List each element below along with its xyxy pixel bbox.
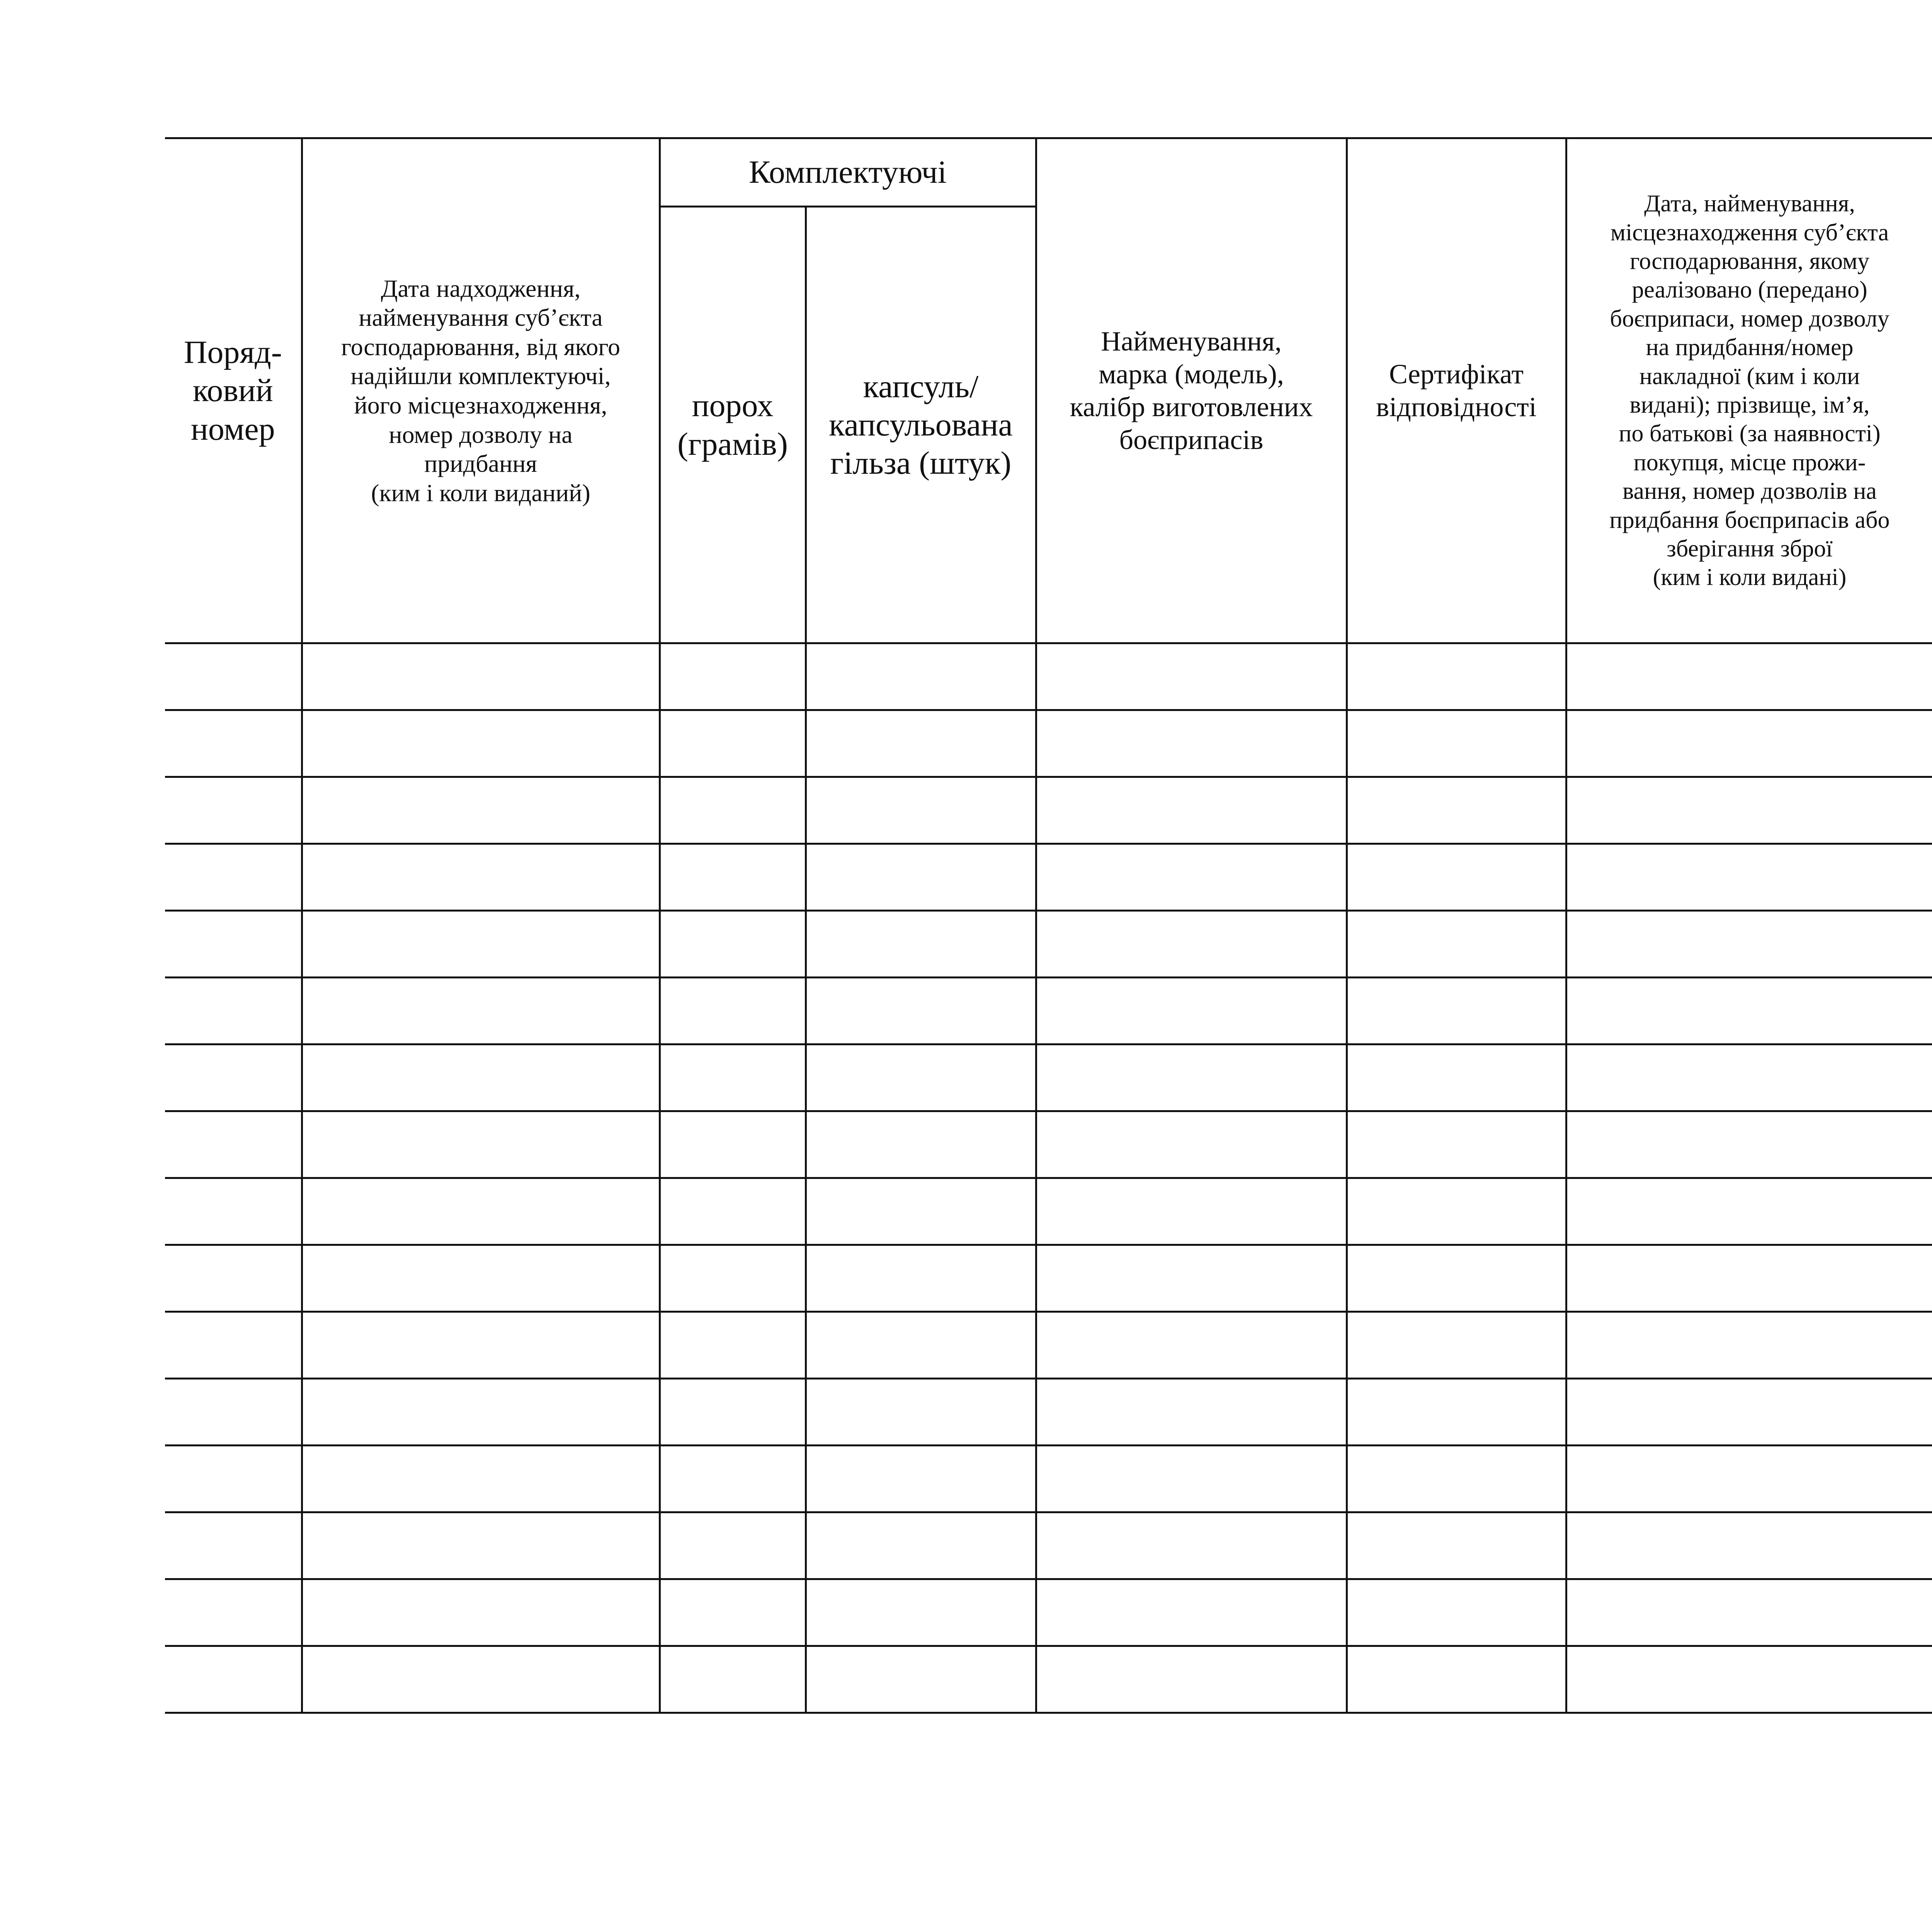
table-row bbox=[165, 1446, 1932, 1512]
cell-sale-info[interactable] bbox=[1566, 1044, 1932, 1111]
table-row bbox=[165, 1044, 1932, 1111]
table-row bbox=[165, 1312, 1932, 1379]
cell-primer[interactable] bbox=[806, 1111, 1036, 1178]
ammunition-register-table bbox=[165, 137, 1932, 1714]
cell-certificate[interactable] bbox=[1347, 1512, 1566, 1579]
cell-primer[interactable] bbox=[806, 978, 1036, 1044]
cell-powder[interactable] bbox=[660, 911, 806, 978]
cell-powder[interactable] bbox=[660, 1178, 806, 1245]
cell-primer[interactable] bbox=[806, 844, 1036, 911]
cell-product-name[interactable] bbox=[1036, 1379, 1347, 1446]
cell-certificate[interactable] bbox=[1347, 777, 1566, 844]
cell-powder[interactable] bbox=[660, 844, 806, 911]
table-row bbox=[165, 1178, 1932, 1245]
cell-certificate[interactable] bbox=[1347, 1044, 1566, 1111]
cell-sale-info[interactable] bbox=[1566, 1245, 1932, 1312]
cell-order-number[interactable] bbox=[165, 844, 302, 911]
table-row bbox=[165, 1579, 1932, 1646]
cell-order-number[interactable] bbox=[165, 911, 302, 978]
cell-product-name[interactable] bbox=[1036, 643, 1347, 710]
cell-sale-info[interactable] bbox=[1566, 1312, 1932, 1379]
cell-order-number[interactable] bbox=[165, 777, 302, 844]
cell-primer[interactable] bbox=[806, 710, 1036, 777]
cell-powder[interactable] bbox=[660, 978, 806, 1044]
cell-certificate[interactable] bbox=[1347, 1178, 1566, 1245]
cell-product-name[interactable] bbox=[1036, 1512, 1347, 1579]
cell-certificate[interactable] bbox=[1347, 1111, 1566, 1178]
cell-product-name[interactable] bbox=[1036, 1245, 1347, 1312]
cell-certificate[interactable] bbox=[1347, 710, 1566, 777]
cell-receipt-info[interactable] bbox=[302, 1379, 660, 1446]
cell-sale-info[interactable] bbox=[1566, 1579, 1932, 1646]
table-row bbox=[165, 1646, 1932, 1713]
cell-certificate[interactable] bbox=[1347, 844, 1566, 911]
cell-product-name[interactable] bbox=[1036, 1312, 1347, 1379]
cell-certificate[interactable] bbox=[1347, 911, 1566, 978]
cell-product-name[interactable] bbox=[1036, 1178, 1347, 1245]
cell-sale-info[interactable] bbox=[1566, 710, 1932, 777]
cell-order-number[interactable] bbox=[165, 1178, 302, 1245]
header-sale-info: Дата, найменування, місцезнаходження суб’єкта господарювання, якому реалізовано (передано) боєприпаси, номер дозволу на придбання/номер накладної (ким і коли видані); прізвище, ім’я, по батькові (за наявності) покупця, місце прожи- вання, номер дозволів на придбання боєприпасів або зберігання зброї (ким і коли видані) bbox=[1566, 138, 1932, 643]
cell-powder[interactable] bbox=[660, 1512, 806, 1579]
table-row bbox=[165, 777, 1932, 844]
cell-order-number[interactable] bbox=[165, 643, 302, 710]
table-row bbox=[165, 710, 1932, 777]
cell-sale-info[interactable] bbox=[1566, 1178, 1932, 1245]
cell-sale-info[interactable] bbox=[1566, 1446, 1932, 1512]
cell-powder[interactable] bbox=[660, 1646, 806, 1713]
cell-order-number[interactable] bbox=[165, 1111, 302, 1178]
table-row bbox=[165, 978, 1932, 1044]
cell-product-name[interactable] bbox=[1036, 1646, 1347, 1713]
cell-primer[interactable] bbox=[806, 1512, 1036, 1579]
cell-order-number[interactable] bbox=[165, 710, 302, 777]
cell-receipt-info[interactable] bbox=[302, 1312, 660, 1379]
cell-order-number[interactable] bbox=[165, 1646, 302, 1713]
cell-receipt-info[interactable] bbox=[302, 1512, 660, 1579]
cell-primer[interactable] bbox=[806, 911, 1036, 978]
cell-sale-info[interactable] bbox=[1566, 844, 1932, 911]
cell-product-name[interactable] bbox=[1036, 710, 1347, 777]
header-order-number: Поряд- ковий номер bbox=[165, 138, 302, 643]
cell-receipt-info[interactable] bbox=[302, 1245, 660, 1312]
table-row bbox=[165, 844, 1932, 911]
cell-powder[interactable] bbox=[660, 1379, 806, 1446]
header-receipt-info: Дата надходження, найменування суб’єкта господарювання, від якого надійшли комплектуючі, його місцезнаходження, номер дозволу на придбання (ким і коли виданий) bbox=[302, 138, 660, 643]
cell-primer[interactable] bbox=[806, 1446, 1036, 1512]
cell-primer[interactable] bbox=[806, 643, 1036, 710]
cell-sale-info[interactable] bbox=[1566, 643, 1932, 710]
cell-order-number[interactable] bbox=[165, 1245, 302, 1312]
cell-receipt-info[interactable] bbox=[302, 777, 660, 844]
cell-product-name[interactable] bbox=[1036, 1446, 1347, 1512]
table-row bbox=[165, 911, 1932, 978]
cell-primer[interactable] bbox=[806, 1312, 1036, 1379]
cell-powder[interactable] bbox=[660, 1111, 806, 1178]
cell-receipt-info[interactable] bbox=[302, 911, 660, 978]
cell-sale-info[interactable] bbox=[1566, 978, 1932, 1044]
cell-receipt-info[interactable] bbox=[302, 1646, 660, 1713]
cell-sale-info[interactable] bbox=[1566, 1646, 1932, 1713]
cell-powder[interactable] bbox=[660, 710, 806, 777]
cell-receipt-info[interactable] bbox=[302, 643, 660, 710]
cell-sale-info[interactable] bbox=[1566, 777, 1932, 844]
cell-product-name[interactable] bbox=[1036, 911, 1347, 978]
cell-sale-info[interactable] bbox=[1566, 1379, 1932, 1446]
cell-primer[interactable] bbox=[806, 1178, 1036, 1245]
cell-product-name[interactable] bbox=[1036, 1044, 1347, 1111]
cell-certificate[interactable] bbox=[1347, 1646, 1566, 1713]
cell-receipt-info[interactable] bbox=[302, 1111, 660, 1178]
cell-order-number[interactable] bbox=[165, 1512, 302, 1579]
cell-certificate[interactable] bbox=[1347, 1312, 1566, 1379]
cell-order-number[interactable] bbox=[165, 1312, 302, 1379]
cell-powder[interactable] bbox=[660, 777, 806, 844]
table-row bbox=[165, 1512, 1932, 1579]
header-certificate: Сертифікат відповідності bbox=[1347, 138, 1566, 643]
cell-order-number[interactable] bbox=[165, 978, 302, 1044]
cell-primer[interactable] bbox=[806, 1044, 1036, 1111]
header-primer: капсуль/ капсульована гільза (штук) bbox=[806, 207, 1036, 643]
cell-powder[interactable] bbox=[660, 643, 806, 710]
cell-certificate[interactable] bbox=[1347, 1446, 1566, 1512]
cell-product-name[interactable] bbox=[1036, 978, 1347, 1044]
cell-receipt-info[interactable] bbox=[302, 1579, 660, 1646]
cell-powder[interactable] bbox=[660, 1044, 806, 1111]
cell-sale-info[interactable] bbox=[1566, 911, 1932, 978]
table-row bbox=[165, 1245, 1932, 1312]
cell-primer[interactable] bbox=[806, 1579, 1036, 1646]
cell-powder[interactable] bbox=[660, 1446, 806, 1512]
header-components-group: Комплектуючі bbox=[660, 138, 1036, 207]
cell-certificate[interactable] bbox=[1347, 978, 1566, 1044]
table-header bbox=[165, 138, 1932, 643]
cell-certificate[interactable] bbox=[1347, 1379, 1566, 1446]
table-row bbox=[165, 1111, 1932, 1178]
cell-primer[interactable] bbox=[806, 1245, 1036, 1312]
cell-order-number[interactable] bbox=[165, 1579, 302, 1646]
cell-product-name[interactable] bbox=[1036, 844, 1347, 911]
cell-receipt-info[interactable] bbox=[302, 1044, 660, 1111]
cell-receipt-info[interactable] bbox=[302, 1178, 660, 1245]
cell-product-name[interactable] bbox=[1036, 1579, 1347, 1646]
cell-sale-info[interactable] bbox=[1566, 1111, 1932, 1178]
register-sheet bbox=[165, 137, 1932, 1714]
cell-powder[interactable] bbox=[660, 1312, 806, 1379]
table-row bbox=[165, 643, 1932, 710]
cell-powder[interactable] bbox=[660, 1245, 806, 1312]
cell-powder[interactable] bbox=[660, 1579, 806, 1646]
cell-order-number[interactable] bbox=[165, 1044, 302, 1111]
cell-certificate[interactable] bbox=[1347, 1245, 1566, 1312]
table-body bbox=[165, 643, 1932, 1713]
cell-sale-info[interactable] bbox=[1566, 1512, 1932, 1579]
cell-primer[interactable] bbox=[806, 1646, 1036, 1713]
table-row bbox=[165, 1379, 1932, 1446]
cell-receipt-info[interactable] bbox=[302, 710, 660, 777]
header-powder: порох (грамів) bbox=[660, 207, 806, 643]
header-product-name: Найменування, марка (модель), калібр виготовлених боєприпасів bbox=[1036, 138, 1347, 643]
cell-receipt-info[interactable] bbox=[302, 1446, 660, 1512]
cell-certificate[interactable] bbox=[1347, 1579, 1566, 1646]
cell-receipt-info[interactable] bbox=[302, 844, 660, 911]
cell-order-number[interactable] bbox=[165, 1446, 302, 1512]
cell-product-name[interactable] bbox=[1036, 777, 1347, 844]
cell-certificate[interactable] bbox=[1347, 643, 1566, 710]
cell-primer[interactable] bbox=[806, 777, 1036, 844]
cell-primer[interactable] bbox=[806, 1379, 1036, 1446]
cell-receipt-info[interactable] bbox=[302, 978, 660, 1044]
cell-order-number[interactable] bbox=[165, 1379, 302, 1446]
cell-product-name[interactable] bbox=[1036, 1111, 1347, 1178]
